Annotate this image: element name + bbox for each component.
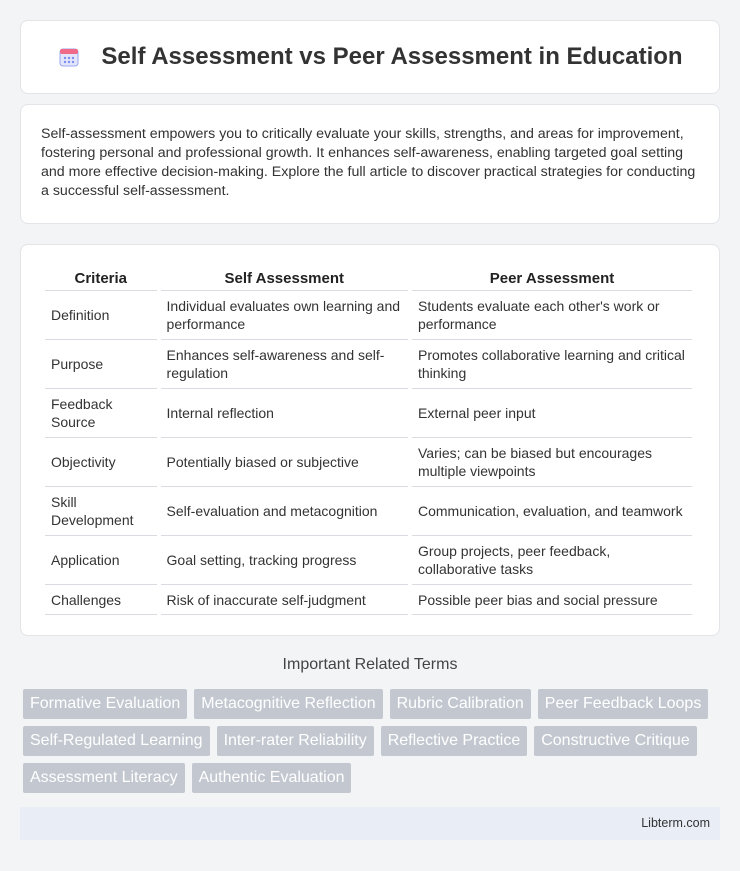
related-term-tag[interactable]: Rubric Calibration xyxy=(390,689,531,719)
related-term-tag[interactable]: Formative Evaluation xyxy=(23,689,187,719)
self-cell: Internal reflection xyxy=(161,389,408,438)
peer-cell: External peer input xyxy=(412,389,692,438)
related-term-tag[interactable]: Authentic Evaluation xyxy=(192,763,352,793)
table-header-row xyxy=(45,265,692,291)
related-term-tag[interactable]: Self-Regulated Learning xyxy=(23,726,210,756)
table-row xyxy=(45,340,692,389)
table-row xyxy=(45,585,692,615)
table-row xyxy=(45,438,692,487)
criteria-cell: Purpose xyxy=(45,340,157,389)
table-row xyxy=(45,536,692,585)
self-cell: Enhances self-awareness and self-regulation xyxy=(161,340,408,389)
table-row xyxy=(45,389,692,438)
footer xyxy=(20,807,720,840)
calendar-icon xyxy=(57,45,81,69)
criteria-cell: Objectivity xyxy=(45,438,157,487)
self-cell: Goal setting, tracking progress xyxy=(161,536,408,585)
related-terms-heading: Important Related Terms xyxy=(282,656,458,673)
self-cell: Potentially biased or subjective xyxy=(161,438,408,487)
related-term-tag[interactable]: Metacognitive Reflection xyxy=(194,689,382,719)
table-row xyxy=(45,291,692,340)
related-term-tag[interactable]: Peer Feedback Loops xyxy=(538,689,709,719)
site-link[interactable]: Libterm.com xyxy=(641,816,710,830)
peer-cell: Students evaluate each other's work or performance xyxy=(412,291,692,340)
peer-cell: Possible peer bias and social pressure xyxy=(412,585,692,615)
column-header-peer: Peer Assessment xyxy=(412,265,692,291)
peer-cell: Communication, evaluation, and teamwork xyxy=(412,487,692,536)
header-card xyxy=(20,20,720,94)
page-title: Self Assessment vs Peer Assessment in Education xyxy=(101,43,683,70)
criteria-cell: Application xyxy=(45,536,157,585)
comparison-table xyxy=(41,265,696,615)
peer-cell: Group projects, peer feedback, collaborative tasks xyxy=(412,536,692,585)
intro-card xyxy=(20,104,720,224)
related-term-tag[interactable]: Constructive Critique xyxy=(534,726,697,756)
table-row xyxy=(45,487,692,536)
related-terms-list xyxy=(23,689,723,800)
column-header-criteria: Criteria xyxy=(45,265,157,291)
criteria-cell: Definition xyxy=(45,291,157,340)
self-cell: Self-evaluation and metacognition xyxy=(161,487,408,536)
related-term-tag[interactable]: Inter-rater Reliability xyxy=(217,726,374,756)
self-cell: Risk of inaccurate self-judgment xyxy=(161,585,408,615)
comparison-card xyxy=(20,244,720,636)
related-term-tag[interactable]: Reflective Practice xyxy=(381,726,528,756)
criteria-cell: Feedback Source xyxy=(45,389,157,438)
intro-text: Self-assessment empowers you to critically evaluate your skills, strengths, and areas for improvement, fostering personal and professional growth. It enhances self-awareness, enabling targeted goal setting and more effective decision-making. Explore the full article to discover practical strategies for conducting a successful self-assessment. xyxy=(41,126,696,199)
peer-cell: Promotes collaborative learning and critical thinking xyxy=(412,340,692,389)
criteria-cell: Challenges xyxy=(45,585,157,615)
related-term-tag[interactable]: Assessment Literacy xyxy=(23,763,185,793)
peer-cell: Varies; can be biased but encourages multiple viewpoints xyxy=(412,438,692,487)
column-header-self: Self Assessment xyxy=(161,265,408,291)
self-cell: Individual evaluates own learning and performance xyxy=(161,291,408,340)
criteria-cell: Skill Development xyxy=(45,487,157,536)
